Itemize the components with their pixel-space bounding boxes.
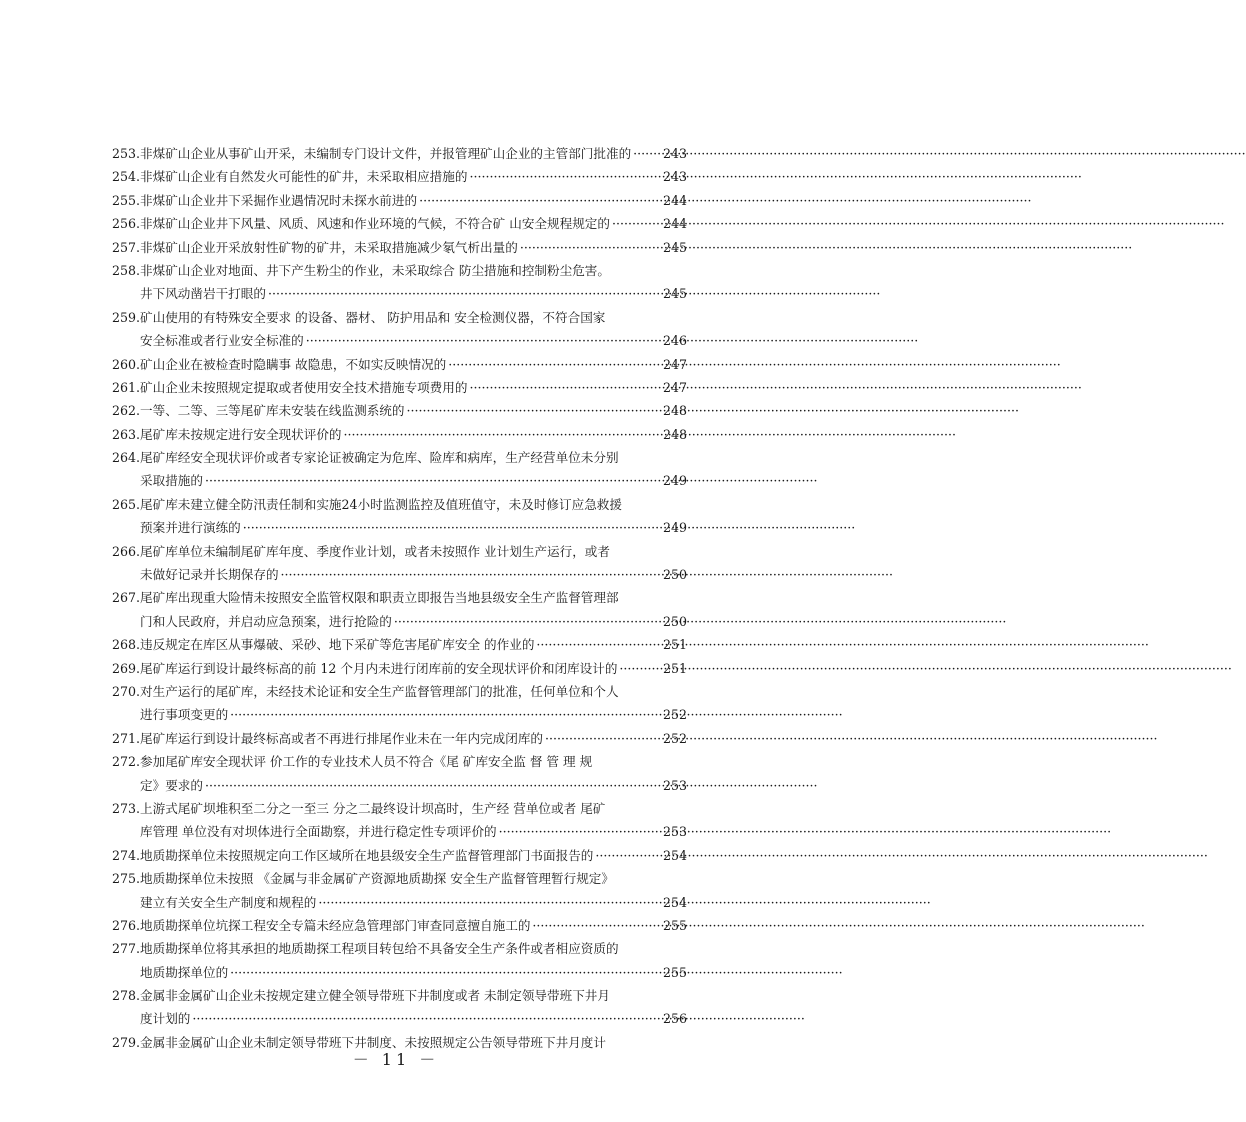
entry-text: 尾矿库运行到设计最终标高或者不再进行排尾作业未在一年内完成闭库的	[140, 730, 543, 746]
entry-page-number: 254	[662, 894, 687, 910]
entry-text: 尾矿库单位未编制尾矿库年度、季度作业计划，或者未按照作 业计划生产运行，或者	[140, 543, 610, 559]
entry-page-number: 255	[662, 917, 687, 933]
dot-leader	[205, 469, 659, 492]
entry-number: 268.	[112, 637, 141, 653]
entry-text: 门和人民政府，并启动应急预案，进行抢险的	[140, 613, 392, 629]
entry-page-number: 251	[662, 637, 687, 653]
toc-entry	[112, 540, 687, 587]
entry-number: 264.	[112, 450, 141, 466]
toc-line	[112, 867, 687, 890]
toc-entry	[112, 984, 687, 1031]
entry-text: 违反规定在库区从事爆破、采砂、地下采矿等危害尾矿库安全 的作业的	[140, 637, 535, 653]
entry-number: 254.	[112, 169, 141, 185]
toc-entry	[112, 165, 687, 188]
entry-text: 尾矿库经安全现状评价或者专家论证被确定为危库、险库和病库，生产经营单位未分别	[140, 450, 619, 466]
entry-page-number: 250	[662, 567, 687, 583]
toc-entry	[112, 189, 687, 212]
toc-entry	[112, 446, 687, 493]
toc-line	[112, 329, 687, 352]
dot-leader	[281, 563, 659, 586]
dot-leader	[536, 633, 659, 656]
entry-text: 地质勘探单位未按照规定向工作区域所在地县级安全生产监督管理部门书面报告的	[140, 847, 594, 863]
toc-line	[112, 891, 687, 914]
entry-text: 非煤矿山企业井下风量、风质、风速和作业环境的气候，不符合矿 山安全规程规定的	[140, 216, 610, 232]
toc-entry	[112, 586, 687, 633]
toc-entry	[112, 259, 687, 306]
entry-text: 库管理 单位没有对坝体进行全面勘察，并进行稳定性专项评价的	[140, 824, 497, 840]
dot-leader	[448, 353, 659, 376]
entry-page-number: 254	[662, 847, 687, 863]
entry-text: 尾矿库未建立健全防汛责任制和实施24小时监测监控及值班值守，未及时修订应急救援	[140, 496, 622, 512]
entry-text: 尾矿库未按规定进行安全现状评价的	[140, 426, 342, 442]
toc-entry	[112, 142, 687, 165]
toc-line	[112, 610, 687, 633]
entry-text: 进行事项变更的	[140, 707, 229, 723]
toc-line	[112, 165, 687, 188]
entry-text: 地质勘探单位未按照 《金属与非金属矿产资源地质勘探 安全生产监督管理暂行规定》	[140, 871, 614, 887]
entry-text: 地质勘探单位将其承担的地质勘探工程项目转包给不具备安全生产条件或者相应资质的	[140, 941, 619, 957]
toc-line	[112, 212, 687, 235]
dot-leader	[633, 142, 659, 165]
toc-line	[112, 727, 687, 750]
entry-text: 建立有关安全生产制度和规程的	[140, 894, 317, 910]
toc-line	[112, 680, 687, 703]
entry-text: 非煤矿山企业有自然发火可能性的矿井，未采取相应措施的	[140, 169, 468, 185]
table-of-contents	[112, 142, 687, 1054]
entry-page-number: 252	[662, 730, 687, 746]
entry-text: 矿山使用的有特殊安全要求 的设备、器材、 防护用品和 安全检测仪器，不符合国家	[140, 309, 606, 325]
entry-number: 279.	[112, 1034, 141, 1050]
dot-leader	[344, 423, 660, 446]
toc-line	[112, 657, 687, 680]
toc-line	[112, 750, 687, 773]
toc-line	[112, 774, 687, 797]
entry-text: 矿山企业未按照规定提取或者使用安全技术措施专项费用的	[140, 379, 468, 395]
entry-number: 255.	[112, 192, 141, 208]
toc-line	[112, 236, 687, 259]
dot-leader	[192, 1007, 659, 1030]
entry-page-number: 249	[662, 520, 687, 536]
dot-leader	[205, 774, 659, 797]
entry-page-number: 245	[662, 286, 687, 302]
entry-number: 263.	[112, 426, 141, 442]
toc-line	[112, 1007, 687, 1030]
toc-entry	[112, 423, 687, 446]
entry-number: 266.	[112, 543, 141, 559]
entry-number: 277.	[112, 941, 141, 957]
dot-leader	[243, 516, 659, 539]
entry-text: 定》要求的	[140, 777, 203, 793]
entry-number: 256.	[112, 216, 141, 232]
entry-number: 262.	[112, 403, 141, 419]
entry-text: 金属非金属矿山企业未按规定建立健全领导带班下井制度或者 未制定领导带班下井月	[140, 988, 610, 1004]
entry-number: 258.	[112, 262, 141, 278]
entry-number: 275.	[112, 871, 141, 887]
dot-leader	[406, 399, 659, 422]
entry-text: 非煤矿山企业井下采掘作业遇情况时未探水前进的	[140, 192, 418, 208]
dot-leader	[612, 212, 659, 235]
toc-entry	[112, 727, 687, 750]
toc-entry	[112, 937, 687, 984]
toc-line	[112, 353, 687, 376]
dot-leader	[419, 189, 659, 212]
toc-entry	[112, 236, 687, 259]
dot-leader	[318, 891, 659, 914]
entry-page-number: 251	[662, 660, 687, 676]
toc-line	[112, 282, 687, 305]
dot-leader	[532, 914, 659, 937]
entry-text: 度计划的	[140, 1011, 191, 1027]
entry-text: 地质勘探单位坑探工程安全专篇未经应急管理部门审查同意擅自施工的	[140, 917, 531, 933]
toc-line	[112, 914, 687, 937]
entry-text: 尾矿库出现重大险情未按照安全监管权限和职责立即报告当地县级安全生产监督管理部	[140, 590, 619, 606]
entry-page-number: 255	[662, 964, 687, 980]
entry-text: 金属非金属矿山企业未制定领导带班下井制度、未按照规定公告领导带班下井月度计	[140, 1034, 606, 1050]
dot-leader	[520, 236, 659, 259]
dot-leader	[469, 165, 659, 188]
entry-page-number: 248	[662, 403, 687, 419]
entry-page-number: 244	[662, 216, 687, 232]
toc-line	[112, 493, 687, 516]
entry-page-number: 244	[662, 192, 687, 208]
entry-number: 260.	[112, 356, 141, 372]
dot-leader	[230, 703, 659, 726]
entry-number: 257.	[112, 239, 141, 255]
entry-number: 269.	[112, 660, 141, 676]
dot-leader	[469, 376, 659, 399]
toc-entry	[112, 306, 687, 353]
entry-page-number: 243	[662, 169, 687, 185]
entry-text: 安全标准或者行业安全标准的	[140, 333, 304, 349]
entry-text: 非煤矿山企业从事矿山开采，未编制专门设计文件，并报管理矿山企业的主管部门批准的	[140, 146, 632, 161]
entry-page-number: 256	[662, 1011, 687, 1027]
entry-text: 对生产运行的尾矿库，未经技术论证和安全生产监督管理部门的批准，任何单位和个人	[140, 683, 619, 699]
entry-text: 一等、二等、三等尾矿库未安装在线监测系统的	[140, 403, 405, 419]
toc-line	[112, 984, 687, 1007]
entry-page-number: 252	[662, 707, 687, 723]
toc-entry	[112, 353, 687, 376]
toc-entry	[112, 797, 687, 844]
entry-page-number: 247	[662, 356, 687, 372]
entry-number: 276.	[112, 917, 141, 933]
toc-line	[112, 563, 687, 586]
entry-page-number: 246	[662, 333, 687, 349]
toc-entry	[112, 657, 687, 680]
dot-leader	[230, 961, 659, 984]
entry-text: 尾矿库运行到设计最终标高的前 12 个月内未进行闭库前的安全现状评价和闭库设计的	[140, 660, 618, 676]
toc-entry	[112, 212, 687, 235]
toc-entry	[112, 376, 687, 399]
dot-leader	[619, 657, 659, 680]
toc-entry	[112, 867, 687, 914]
entry-page-number: 247	[662, 379, 687, 395]
dot-leader	[545, 727, 659, 750]
dot-leader	[268, 282, 659, 305]
toc-line	[112, 423, 687, 446]
toc-entry	[112, 914, 687, 937]
toc-line	[112, 516, 687, 539]
entry-number: 253.	[112, 146, 141, 161]
dot-leader	[306, 329, 659, 352]
entry-page-number: 250	[662, 613, 687, 629]
entry-page-number: 243	[662, 146, 687, 161]
toc-entry	[112, 633, 687, 656]
entry-page-number: 253	[662, 824, 687, 840]
entry-text: 未做好记录并长期保存的	[140, 567, 279, 583]
entry-text: 矿山企业在被检查时隐瞒事 故隐患，不如实反映情况的	[140, 356, 447, 372]
dot-leader	[394, 610, 659, 633]
entry-text: 非煤矿山企业开采放射性矿物的矿井，未采取措施减少氡气析出量的	[140, 239, 518, 255]
toc-line	[112, 820, 687, 843]
entry-number: 274.	[112, 847, 141, 863]
entry-number: 278.	[112, 988, 141, 1004]
toc-entry	[112, 750, 687, 797]
toc-line	[112, 961, 687, 984]
entry-number: 272.	[112, 754, 141, 770]
toc-line	[112, 376, 687, 399]
toc-entry	[112, 399, 687, 422]
entry-text: 采取措施的	[140, 473, 203, 489]
toc-line	[112, 259, 687, 282]
toc-line	[112, 399, 687, 422]
entry-text: 参加尾矿库安全现状评 价工作的专业技术人员不符合《尾 矿库安全监 督 管 理 规	[140, 754, 593, 770]
entry-number: 259.	[112, 309, 141, 325]
toc-line	[112, 446, 687, 469]
toc-entry	[112, 844, 687, 867]
entry-number: 271.	[112, 730, 141, 746]
entry-number: 267.	[112, 590, 141, 606]
dot-leader	[499, 820, 659, 843]
entry-text: 地质勘探单位的	[140, 964, 229, 980]
toc-line	[112, 937, 687, 960]
dot-leader	[595, 844, 659, 867]
toc-line	[112, 540, 687, 563]
toc-line	[112, 189, 687, 212]
entry-number: 261.	[112, 379, 141, 395]
toc-line	[112, 586, 687, 609]
toc-line	[112, 469, 687, 492]
page-number: － 11 －	[352, 1050, 440, 1069]
entry-text: 井下风动凿岩干打眼的	[140, 286, 266, 302]
entry-number: 265.	[112, 496, 141, 512]
toc-line	[112, 703, 687, 726]
toc-line	[112, 633, 687, 656]
toc-line	[112, 797, 687, 820]
toc-entry	[112, 493, 687, 540]
entry-number: 273.	[112, 800, 141, 816]
entry-text: 非煤矿山企业对地面、井下产生粉尘的作业，未采取综合 防尘措施和控制粉尘危害。	[140, 262, 610, 278]
toc-line	[112, 142, 687, 165]
entry-page-number: 245	[662, 239, 687, 255]
entry-page-number: 253	[662, 777, 687, 793]
entry-page-number: 249	[662, 473, 687, 489]
toc-line	[112, 844, 687, 867]
toc-line	[112, 306, 687, 329]
entry-page-number: 248	[662, 426, 687, 442]
toc-entry	[112, 680, 687, 727]
entry-text: 预案并进行演练的	[140, 520, 241, 536]
entry-text: 上游式尾矿坝堆积至二分之一至三 分之二最终设计坝高时，生产经 营单位或者 尾矿	[140, 800, 606, 816]
entry-number: 270.	[112, 683, 141, 699]
